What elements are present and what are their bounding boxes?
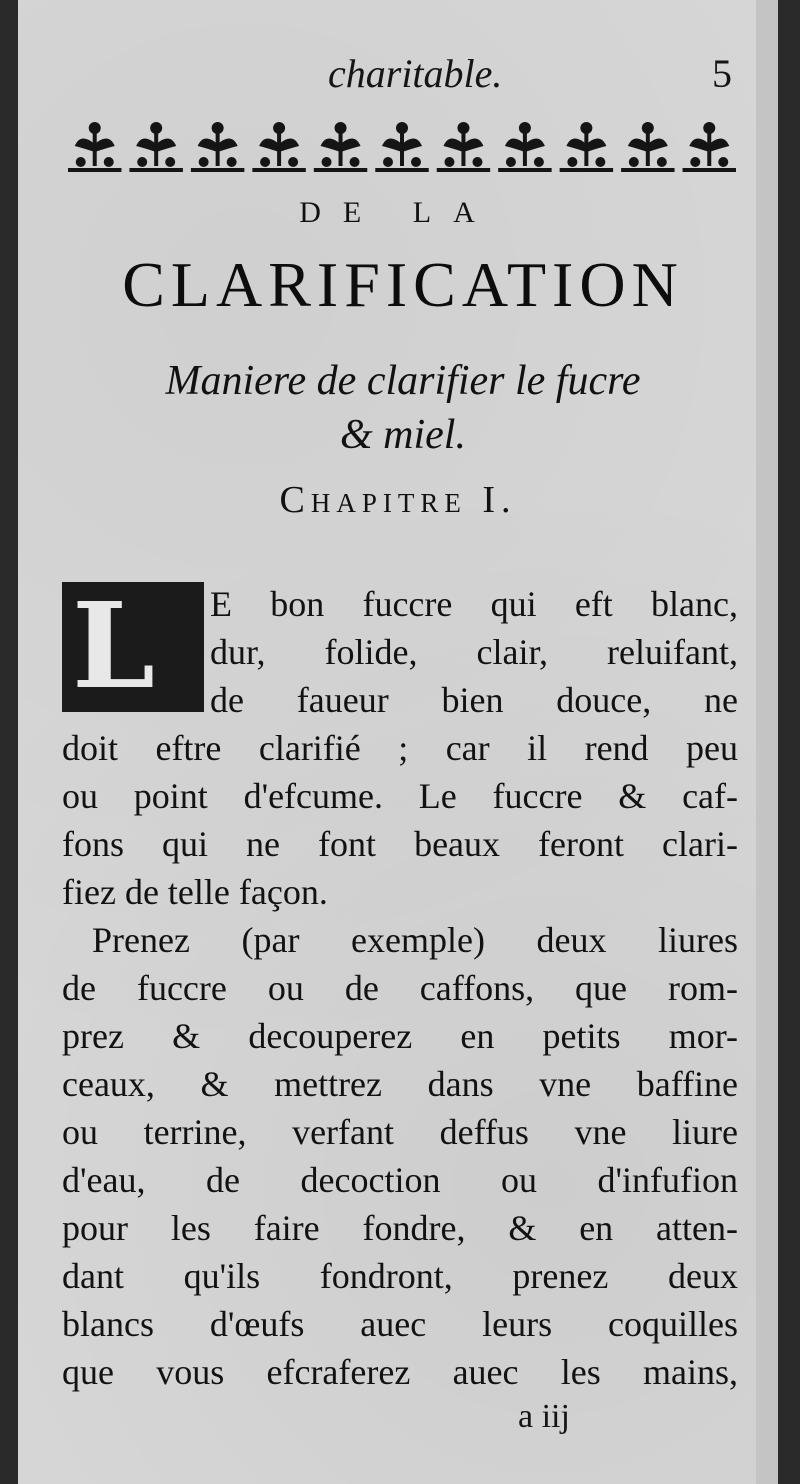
text-line: de faueur bien douce, ne: [210, 680, 738, 720]
text-line: de fuccre ou de caffons, que rom-: [62, 968, 738, 1008]
page-title: CLARIFICATION: [122, 249, 684, 320]
fleuron-ornament: [560, 122, 613, 172]
text-line: doit eftre clarifié ; car il rend peu: [62, 728, 738, 768]
text-line: fiez de telle façon.: [62, 872, 328, 912]
fleuron-ornament: [683, 122, 736, 172]
book-page: [18, 0, 778, 1484]
text-line: E bon fuccre qui eft blanc,: [210, 584, 738, 624]
drop-cap-letter: L: [72, 576, 155, 715]
text-line: fons qui ne font beaux feront clari-: [62, 824, 738, 864]
signature-mark: a iij: [518, 1398, 570, 1435]
text-line: blancs d'œufs auec leurs coquilles: [62, 1304, 738, 1344]
text-line: Prenez (par exemple) deux liures: [92, 920, 738, 960]
fleuron-ornament: [437, 122, 490, 172]
subtitle-line-2: & miel.: [340, 412, 466, 458]
text-line: ou terrine, verfant deffus vne liure: [62, 1112, 738, 1152]
subtitle-line-1: Maniere de clarifier le fucre: [165, 358, 641, 404]
text-line: pour les faire fondre, & en atten-: [62, 1208, 738, 1248]
text-line: dur, folide, clair, reluifant,: [210, 632, 738, 672]
ornament-band: [64, 118, 740, 188]
fleuron-ornament: [129, 122, 182, 172]
text-line: que vous efcraferez auec les mains,: [62, 1352, 738, 1392]
page-number: 5: [712, 51, 732, 96]
fleuron-ornament: [314, 122, 367, 172]
fleuron-ornament: [68, 122, 121, 172]
text-line: dant qu'ils fondront, prenez deux: [62, 1256, 738, 1296]
fleuron-ornament: [252, 122, 305, 172]
fleuron-ornament: [621, 122, 674, 172]
fleuron-ornament: [375, 122, 428, 172]
title-small: DE LA: [299, 196, 497, 229]
body-text: [62, 576, 738, 1396]
text-line: ou point d'efcume. Le fuccre & caf-: [62, 776, 738, 816]
subtitle: [78, 354, 728, 462]
text-line: prez & decouperez en petits mor-: [62, 1016, 738, 1056]
text-line: ceaux, & mettrez dans vne baffine: [62, 1064, 738, 1104]
fleuron-ornament: [498, 122, 551, 172]
drop-cap: [62, 576, 204, 715]
chapter-heading: Chapitre I.: [279, 479, 517, 521]
running-head: charitable.: [328, 51, 503, 96]
text-line: d'eau, de decoction ou d'infufion: [62, 1160, 738, 1200]
fleuron-ornament: [191, 122, 244, 172]
page-header: [58, 50, 738, 110]
